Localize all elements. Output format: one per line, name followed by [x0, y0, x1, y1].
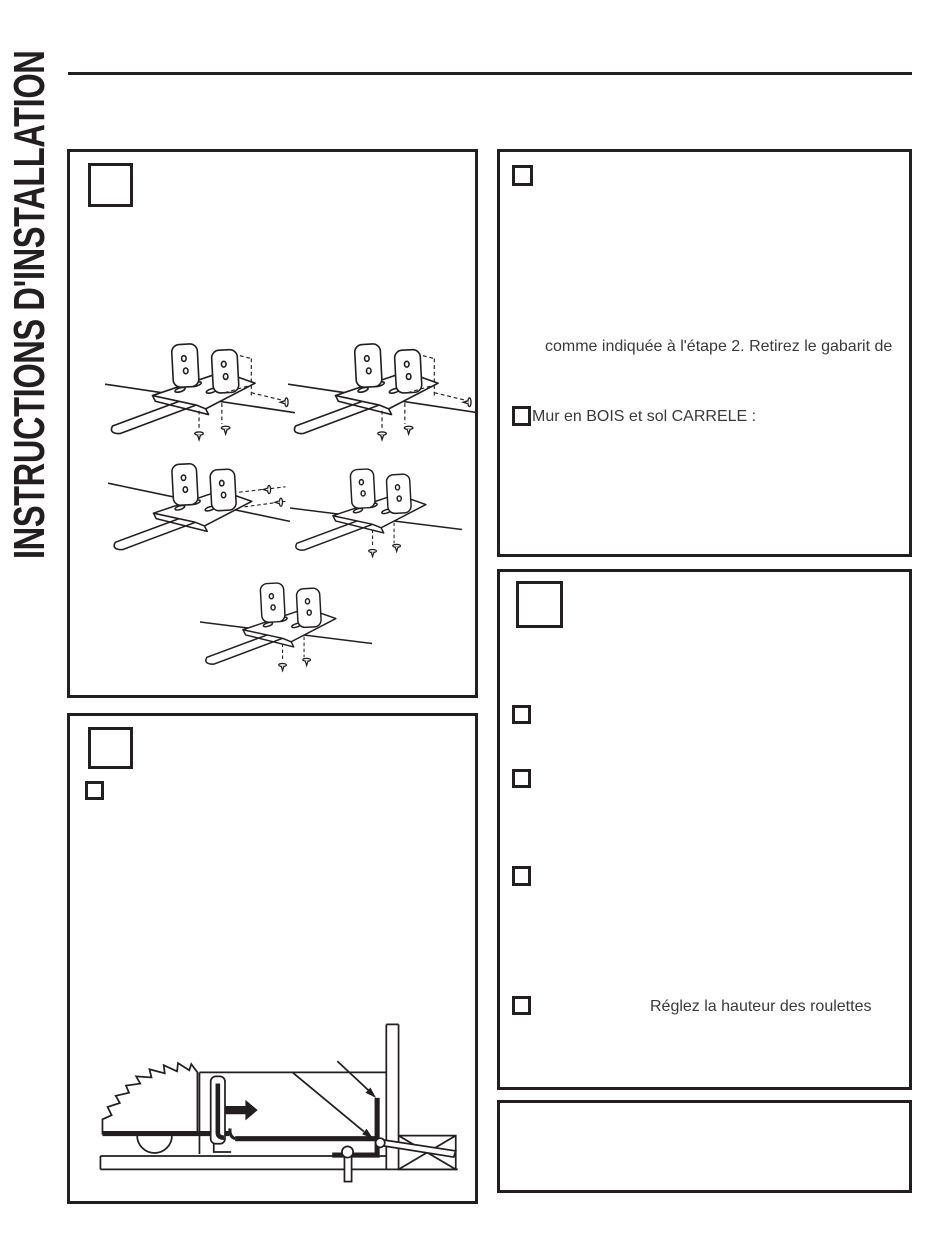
checkbox-icon — [512, 769, 531, 788]
wood-wall-item-label: Mur en BOIS et sol CARRELE : — [532, 408, 757, 425]
anti-tip-bracket-figure-3 — [108, 450, 290, 560]
screw-icon — [369, 550, 377, 557]
rear-leg-foot-outline — [214, 1144, 231, 1152]
checkbox-icon — [512, 165, 533, 186]
page-title-text: INSTRUCTIONS D'INSTALLATION — [5, 50, 54, 559]
screw-icon — [404, 426, 413, 434]
step-number-box — [88, 163, 133, 207]
panel-slide-in — [67, 713, 478, 1204]
checkbox-icon — [512, 996, 531, 1015]
screw-icon — [378, 432, 387, 440]
page-title — [5, 0, 54, 559]
top-rule — [68, 72, 912, 75]
checkbox-icon — [512, 866, 531, 886]
template-instruction-text: comme indiquée à l'étape 2. Retirez le gabarit de — [545, 338, 893, 355]
checkbox-icon — [512, 705, 531, 724]
leveling-leg-foot — [342, 1146, 353, 1157]
panel-bracket-figures — [67, 149, 478, 698]
roller-height-item-label: Réglez la hauteur des roulettes — [650, 998, 872, 1015]
step-number-box — [516, 581, 563, 628]
anti-tip-bracket-figure-4 — [290, 456, 462, 560]
screw-icon — [279, 664, 287, 671]
pointer-arrow-icon — [292, 1072, 363, 1131]
range-slide-in-anti-tip-diagram — [80, 1018, 468, 1192]
bracket-arm-hook — [230, 1128, 235, 1138]
screw-icon — [263, 485, 270, 493]
floor-line — [100, 1156, 457, 1169]
push-arrow-icon — [225, 1100, 258, 1120]
roller-wheel — [137, 1136, 172, 1153]
anti-tip-bracket-figure-2 — [288, 330, 478, 444]
checkbox-icon — [512, 406, 531, 426]
panel-note — [497, 1100, 912, 1193]
screw-icon — [303, 658, 311, 665]
panel-template-instructions — [497, 149, 912, 557]
anti-tip-bracket-figure-5 — [200, 570, 372, 674]
screw-icon — [463, 398, 471, 407]
screw-icon — [280, 398, 288, 407]
screw-icon — [393, 544, 401, 551]
panel-leveling-steps — [497, 569, 912, 1090]
anti-tip-bracket — [332, 1098, 377, 1155]
pointer-arrow-icon — [337, 1061, 369, 1091]
anti-tip-bracket-figure-1 — [105, 330, 295, 444]
checkbox-icon — [85, 781, 104, 800]
screw-icon — [221, 426, 230, 434]
range-cutaway-blob — [102, 1063, 197, 1133]
screw-icon — [275, 498, 282, 506]
lag-screw-head — [376, 1138, 385, 1147]
screw-icon — [195, 432, 204, 440]
step-number-box — [88, 727, 133, 769]
